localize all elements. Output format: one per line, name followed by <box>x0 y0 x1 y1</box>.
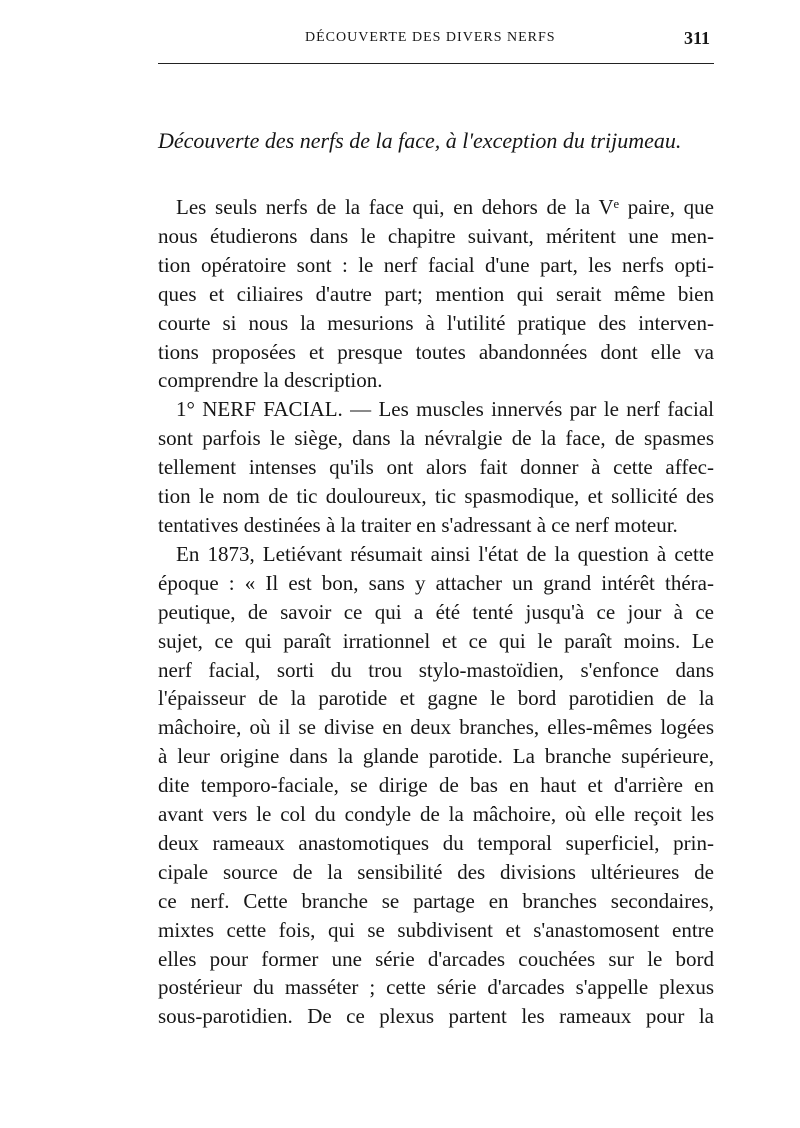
running-head <box>158 22 714 52</box>
text-line: sous-parotidien. De ce plexus partent les rameaux pour la <box>158 1004 714 1029</box>
section-number: 1° <box>176 397 195 422</box>
text-line: mixtes cette fois, qui se subdivisent et s'anastomosent entre <box>158 917 714 942</box>
text-line: nous étudierons dans le chapitre suivant, méritent une men- <box>158 223 714 248</box>
paragraph-intro <box>158 193 714 395</box>
text-line <box>158 395 714 424</box>
subsection-label: NERF FACIAL. <box>202 397 343 422</box>
text-line: avant vers le col du condyle de la mâchoire, où elle reçoit les <box>158 802 714 827</box>
text-line: à leur origine dans la glande parotide. La branche supérieure, <box>158 744 714 769</box>
text-line: mâchoire, où il se divise en deux branches, elles-mêmes logées <box>158 715 714 740</box>
text-line: tions proposées et presque toutes abandonnées dont elle va <box>158 339 714 364</box>
text-line: ques et ciliaires d'autre part; mention qui serait même bien <box>158 281 714 306</box>
text-line: deux rameaux anastomotiques du temporal superficiel, prin- <box>158 830 714 855</box>
header-rule <box>158 63 714 64</box>
text-line: époque : « Il est bon, sans y attacher un grand intérêt théra- <box>158 570 714 595</box>
text-line: nerf facial, sorti du trou stylo-mastoïdien, s'enfonce dans <box>158 657 714 682</box>
paragraph-nerf-facial <box>158 395 714 540</box>
page-number: 311 <box>683 28 710 48</box>
text-line: En 1873, Letiévant résumait ainsi l'état de la question à cette <box>176 541 714 566</box>
text-line: tion le nom de tic douloureux, tic spasmodique, et sollicité des <box>158 484 714 509</box>
text-line: courte si nous la mesurions à l'utilité pratique des interven- <box>158 310 714 335</box>
lead-text: — Les muscles innervés par le nerf facial <box>342 397 714 422</box>
text-line: sujet, ce qui paraît irrationnel et ce qui le paraît moins. Le <box>158 628 714 653</box>
running-title: DÉCOUVERTE DES DIVERS NERFS <box>305 30 556 45</box>
text-line: cipale source de la sensibilité des divisions ultérieures de <box>158 859 714 884</box>
text-line: dite temporo-faciale, se dirige de bas en haut et d'arrière en <box>158 773 714 798</box>
text-line: tellement intenses qu'ils ont alors fait donner à cette affec- <box>158 455 714 480</box>
text-line: sont parfois le siège, dans la névralgie de la face, de spasmes <box>158 426 714 451</box>
text-line: postérieur du masséter ; cette série d'arcades s'appelle plexus <box>158 975 714 1000</box>
text-line: elles pour former une série d'arcades couchées sur le bord <box>158 946 714 971</box>
text-line: Les seuls nerfs de la face qui, en dehors de la Vᵉ paire, que <box>176 195 714 219</box>
text-line: l'épaisseur de la parotide et gagne le bord parotidien de la <box>158 686 714 711</box>
text-line: comprendre la description. <box>158 368 383 393</box>
text-line: ce nerf. Cette branche se partage en branches secondaires, <box>158 888 714 913</box>
text-line: tentatives destinées à la traiter en s'adressant à ce nerf moteur. <box>158 512 678 537</box>
section-heading: Découverte des nerfs de la face, à l'exception du trijumeau. <box>158 128 682 153</box>
paragraph-letievant <box>158 540 714 1031</box>
text-line: peutique, de savoir ce qui a été tenté jusqu'à ce jour à ce <box>158 599 714 624</box>
text-line: tion opératoire sont : le nerf facial d'une part, les nerfs opti- <box>158 252 714 277</box>
body-text <box>158 193 714 1031</box>
